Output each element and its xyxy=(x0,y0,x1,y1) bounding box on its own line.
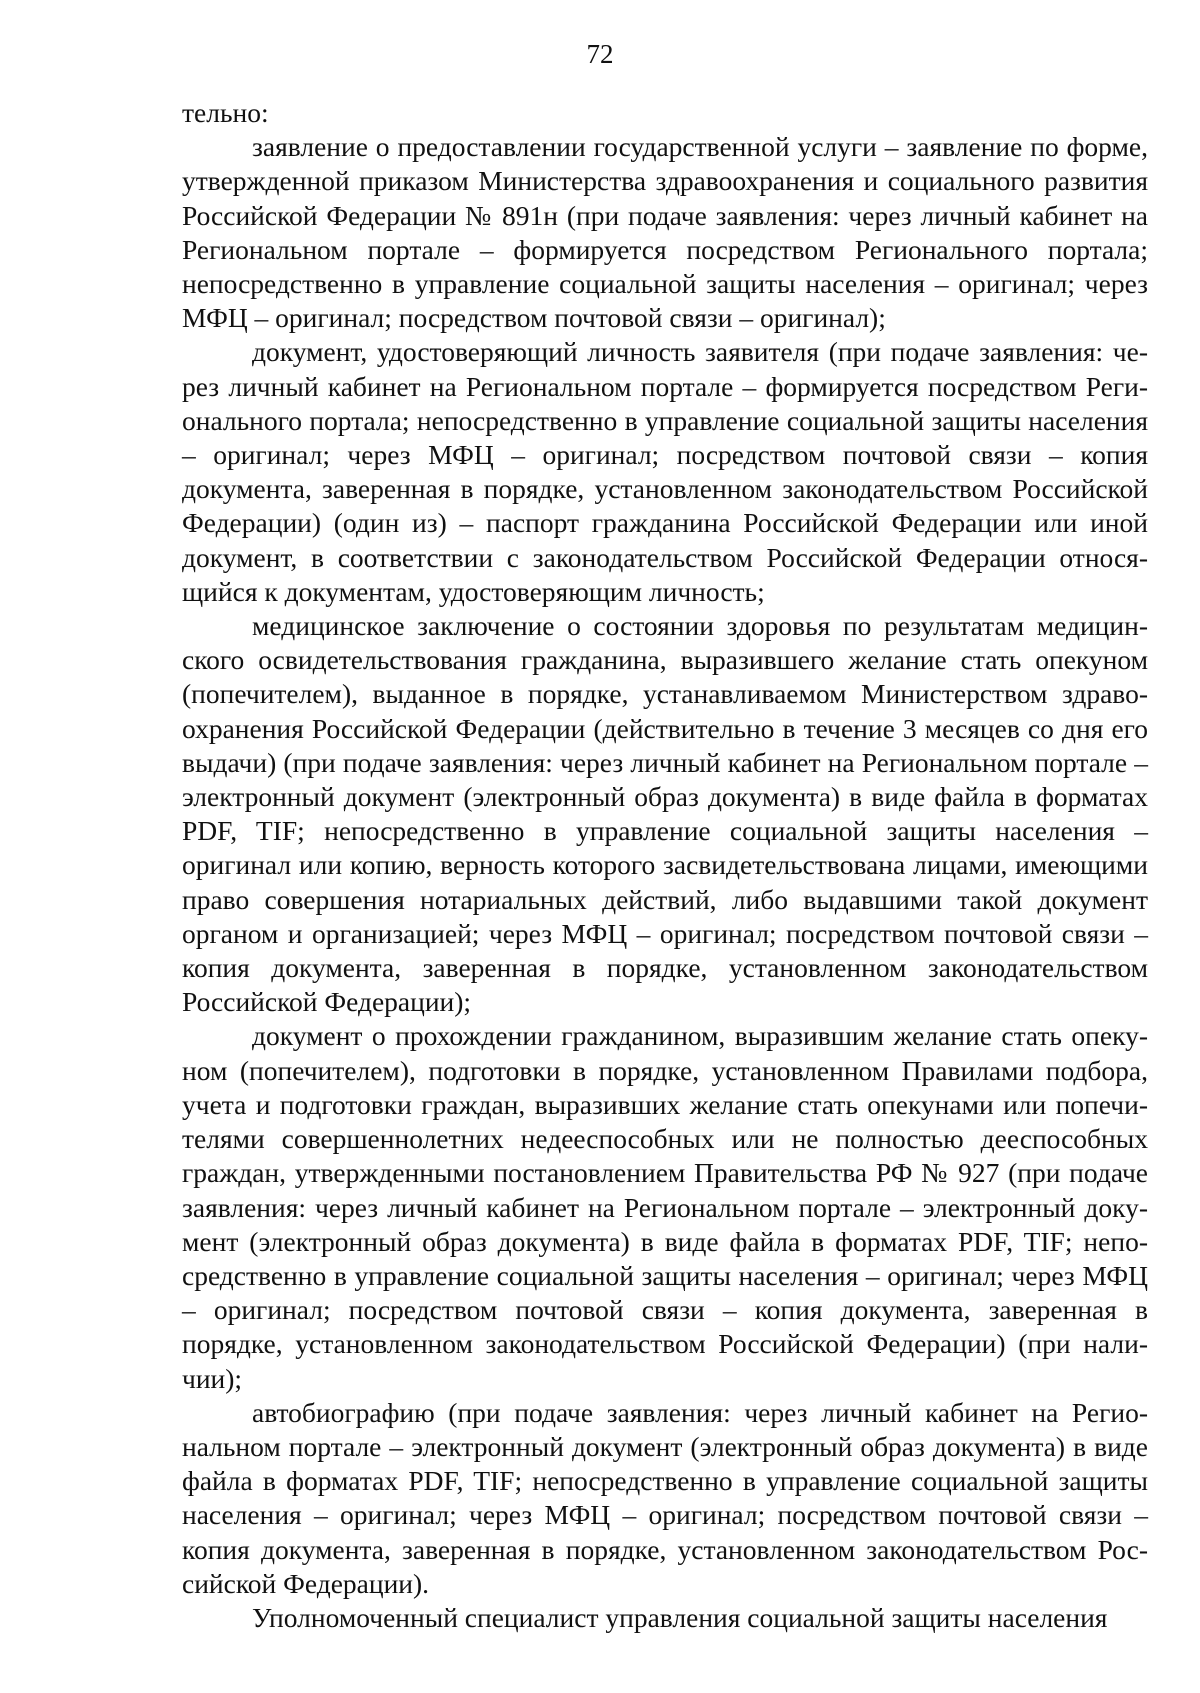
paragraph-training-document: документ о прохождении гражданином, выразившим желание стать опекуном (попечителем), подготовки в порядке, установленном Правилами подбора, учета и подготовки граждан, выразивших желание стать опекунами или попечителями совершеннолетних недееспособных или не полностью дееспособных граждан, утвержденными постановлением Правительства РФ № 927 (при подаче заявления: через личный кабинет на Региональном портале – электронный документ (электронный образ документа) в виде файла в форматах PDF, TIF; непосредственно в управление социальной защиты населения – оригинал; через МФЦ – оригинал; посредством почтовой связи – копия документа, заверенная в порядке, установленном законодательством Российской Федерации) (при наличии); xyxy=(182,1020,1148,1394)
paragraph-identity-document: документ, удостоверяющий личность заявителя (при подаче заявления: через личный кабинет на Региональном портале – формируется посредством Регионального портала; непосредственно в управление социальной защиты населения – оригинал; через МФЦ – оригинал; посредством почтовой связи – копия документа, заверенная в порядке, установленном законодательством Российской Федерации) (один из) – паспорт гражданина Российской Федерации или иной документ, в соответствии с законодательством Российской Федерации относящийся к документам, удостоверяющим личность; xyxy=(182,336,1148,607)
paragraph-authorized-specialist: Уполномоченный специалист управления социальной защиты населения xyxy=(252,1601,1108,1633)
document-body xyxy=(182,96,1148,1635)
paragraph-autobiography: автобиографию (при подаче заявления: через личный кабинет на Региональном портале – электронный документ (электронный образ документа) в виде файла в форматах PDF, TIF; непосредственно в управление социальной защиты населения – оригинал; через МФЦ – оригинал; посредством почтовой связи – копия документа, заверенная в порядке, установленном законодательством Российской Федерации). xyxy=(182,1396,1148,1599)
page-number: 72 xyxy=(586,39,614,69)
paragraph-continuation: тельно: xyxy=(182,97,269,128)
paragraph-medical-report: медицинское заключение о состоянии здоровья по результатам медицинского освидетельствования гражданина, выразившего желание стать опекуном (попечителем), выданное в порядке, устанавливаемом Министерством здравоохранения Российской Федерации (действительно в течение 3 месяцев со дня его выдачи) (при подаче заявления: через личный кабинет на Региональном портале – электронный документ (электронный образ документа) в виде файла в форматах PDF, TIF; непосредственно в управление социальной защиты населения – оригинал или копию, верность которого засвидетельствована лицами, имеющими право совершения нотариальных действий, либо выдавшими такой документ органом и организацией; через МФЦ – оригинал; посредством почтовой связи – копия документа, заверенная в порядке, установленном законодательством Российской Федерации); xyxy=(182,610,1148,1018)
paragraph-application: заявление о предоставлении государственной услуги – заявление по форме, утвержденной приказом Министерства здравоохранения и социального развития Российской Федерации № 891н (при подаче заявления: через личный кабинет на Региональном портале – формируется посредством Регионального портала; непосредственно в управление социальной защиты населения – оригинал; через МФЦ – оригинал; посредством почтовой связи – оригинал); xyxy=(182,131,1148,334)
